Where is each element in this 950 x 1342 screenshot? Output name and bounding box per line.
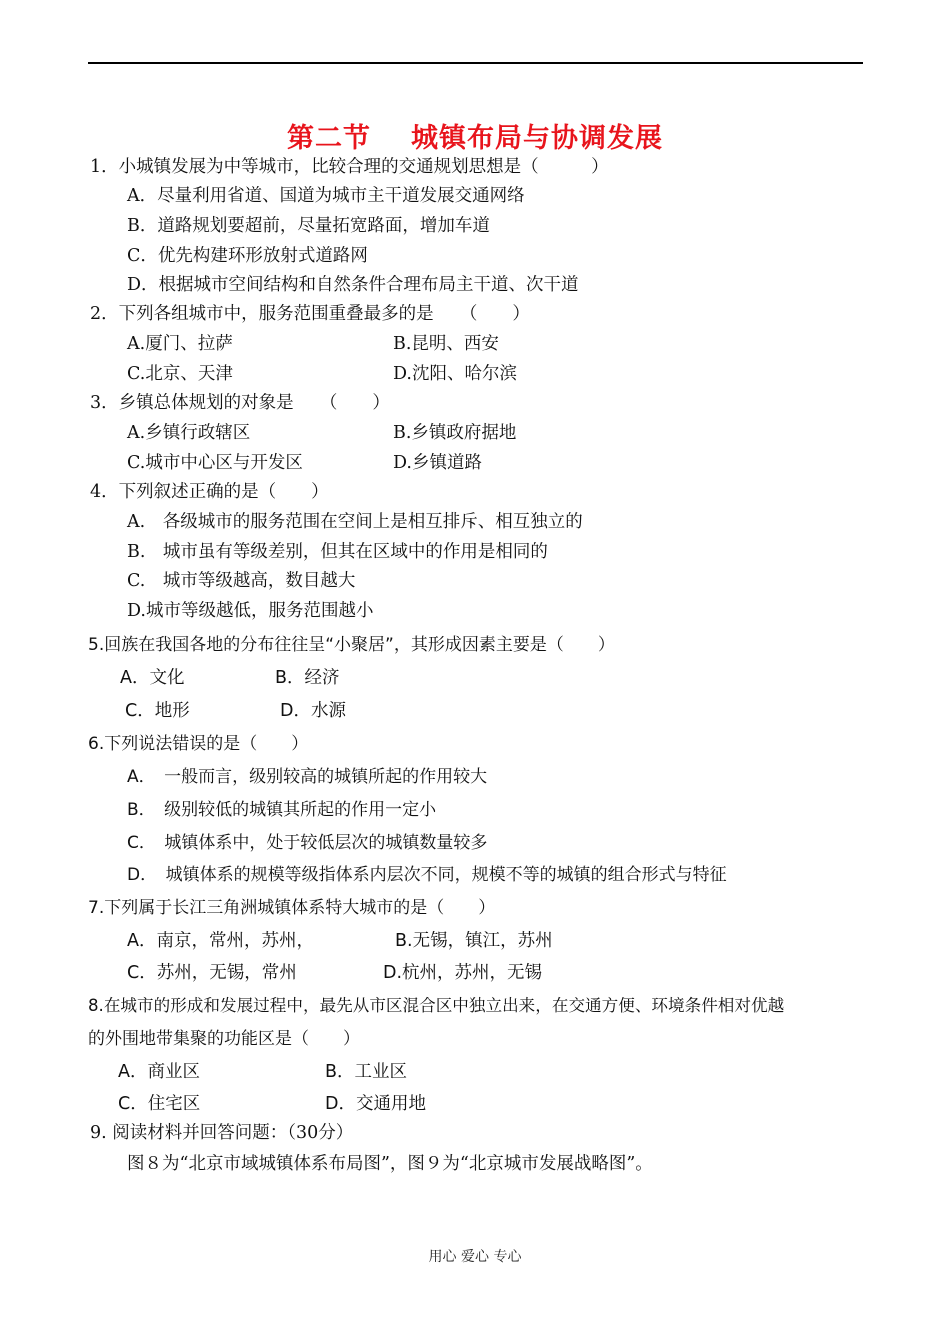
page-title xyxy=(0,116,950,155)
question-4-option-c: C. 城市等级越高，数目越大 xyxy=(127,571,356,591)
question-8-option-b: B．工业区 xyxy=(325,1062,408,1082)
question-4-option-a: A. 各级城市的服务范围在空间上是相互排斥、相互独立的 xyxy=(127,512,583,532)
question-6-option-c: C． 城镇体系中，处于较低层次的城镇数量较多 xyxy=(127,833,488,853)
question-7-option-b: B.无锡，镇江，苏州 xyxy=(395,931,553,951)
title-topic: 城镇布局与协调发展 xyxy=(411,123,663,154)
page-footer: 用心 爱心 专心 xyxy=(428,1249,522,1265)
question-7-stem: 7.下列属于长江三角洲城镇体系特大城市的是（ ） xyxy=(88,898,496,918)
question-5-option-d: D．水源 xyxy=(280,701,346,721)
question-9-stem: 9. 阅读材料并回答问题：（30分） xyxy=(90,1123,354,1143)
question-6-option-b: B． 级别较低的城镇其所起的作用一定小 xyxy=(127,800,437,820)
question-8-stem-cont: 的外围地带集聚的功能区是（ ） xyxy=(88,1029,360,1049)
question-1-option-c: C．优先构建环形放射式道路网 xyxy=(127,246,368,266)
question-9-text: 图８为“北京市域城镇体系布局图”，图９为“北京城市发展战略图”。 xyxy=(127,1154,653,1174)
question-1-option-b: B．道路规划要超前，尽量拓宽路面，增加车道 xyxy=(127,216,490,236)
question-2-option-a: A.厦门、拉萨 xyxy=(127,334,233,354)
header-rule xyxy=(88,62,863,64)
question-2-stem: 2．下列各组城市中，服务范围重叠最多的是 （ ） xyxy=(90,304,530,324)
question-4-option-d: D.城市等级越低，服务范围越小 xyxy=(127,601,374,621)
question-5-stem: 5.回族在我国各地的分布往往呈“小聚居”，其形成因素主要是（ ） xyxy=(88,635,615,655)
question-5-option-c: C．地形 xyxy=(125,701,190,721)
question-3-option-d: D.乡镇道路 xyxy=(393,453,482,473)
question-1-stem: 1．小城镇发展为中等城市，比较合理的交通规划思想是（ ） xyxy=(90,157,609,177)
question-3-option-c: C.城市中心区与开发区 xyxy=(127,453,303,473)
question-8-stem: 8.在城市的形成和发展过程中，最先从市区混合区中独立出来，在交通方便、环境条件相对优越 xyxy=(88,996,785,1015)
question-1-option-d: D．根据城市空间结构和自然条件合理布局主干道、次干道 xyxy=(127,275,579,295)
question-4-option-b: B. 城市虽有等级差别，但其在区域中的作用是相同的 xyxy=(127,542,548,562)
question-7-option-a: A．南京，常州，苏州， xyxy=(127,931,314,951)
question-2-option-c: C.北京、天津 xyxy=(127,364,233,384)
question-6-stem: 6.下列说法错误的是（ ） xyxy=(88,734,309,754)
question-5-option-a: A．文化 xyxy=(120,668,185,688)
title-section: 第二节 xyxy=(287,123,371,154)
question-1-option-a: A．尽量利用省道、国道为城市主干道发展交通网络 xyxy=(127,186,525,206)
question-8-option-d: D．交通用地 xyxy=(325,1094,426,1114)
question-8-option-c: C．住宅区 xyxy=(118,1094,201,1114)
question-3-stem: 3．乡镇总体规划的对象是 （ ） xyxy=(90,393,390,413)
question-8-option-a: A．商业区 xyxy=(118,1062,200,1082)
question-2-option-d: D.沈阳、哈尔滨 xyxy=(393,364,517,384)
question-2-option-b: B.昆明、西安 xyxy=(393,334,499,354)
question-7-option-c: C．苏州，无锡，常州 xyxy=(127,963,297,983)
question-4-stem: 4．下列叙述正确的是（ ） xyxy=(90,482,329,502)
question-6-option-d: D． 城镇体系的规模等级指体系内层次不同，规模不等的城镇的组合形式与特征 xyxy=(127,865,727,885)
question-3-option-b: B.乡镇政府据地 xyxy=(393,423,517,443)
question-6-option-a: A． 一般而言，级别较高的城镇所起的作用较大 xyxy=(127,767,488,787)
question-5-option-b: B．经济 xyxy=(275,668,340,688)
question-7-option-d: D.杭州，苏州，无锡 xyxy=(383,963,543,983)
question-3-option-a: A.乡镇行政辖区 xyxy=(127,423,251,443)
